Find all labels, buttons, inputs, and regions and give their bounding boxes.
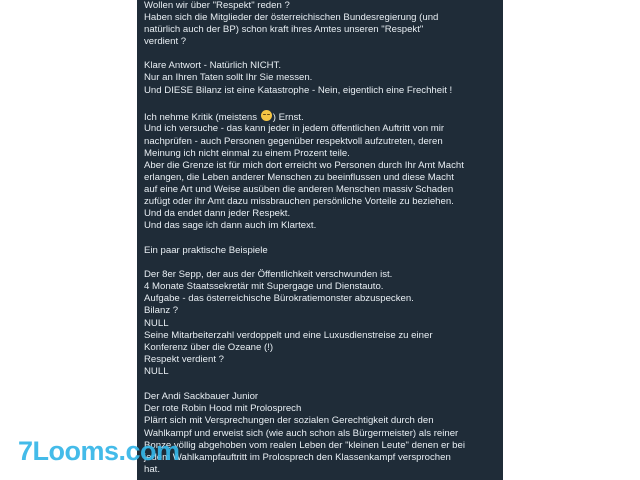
message-line: Bilanz ? [144,305,179,316]
message-line: Bonze völlig abgehoben vom realen Leben der "kleinen Leute" denen er bei [144,440,465,451]
message-line: zufügt oder ihr Amt dazu missbrauchen persönliche Vorteile zu beziehen. [144,196,454,207]
kritik-text-before: Ich nehme Kritik (meistens [144,112,260,123]
message-line: Seine Mitarbeiterzahl verdoppelt und eine Luxusdienstreise zu einer [144,330,433,341]
message-line: auf eine Art und Weise ausüben die anderen Menschen massiv Schaden [144,184,454,195]
message-line: Nur an Ihren Taten sollt Ihr Sie messen. [144,72,313,83]
message-line: Der rote Robin Hood mit Prolosprech [144,403,302,414]
message-line: verdient ? [144,36,187,47]
message-line-kritik [144,110,304,122]
message-line: Konferenz über die Ozeane (!) [144,342,274,353]
message-line: Und DIESE Bilanz ist eine Katastrophe - Nein, eigentlich eine Frechheit ! [144,85,453,96]
message-bubble [137,0,503,480]
message-line: Und da endet dann jeder Respekt. [144,208,291,219]
watermark-logo: 7Looms.com [18,436,180,466]
message-line: NULL [144,366,169,377]
message-line: Klare Antwort - Natürlich NICHT. [144,60,282,71]
message-line: Und ich versuche - das kann jeder in jedem öffentlichen Auftritt von mir [144,123,445,134]
message-line: Respekt verdient ? [144,354,224,365]
message-line: Haben sich die Mitglieder der österreichischen Bundesregierung (und [144,12,439,23]
message-line: nachprüfen - auch Personen gegenüber respektvoll aufzutreten, deren [144,136,443,147]
message-line: Meinung ich nicht einmal zu einem Prozent teile. [144,148,350,159]
message-line: Ein paar praktische Beispiele [144,245,268,256]
message-line: Wollen wir über "Respekt" reden ? [144,0,290,11]
smiling-face-icon [261,110,272,121]
message-line: erlangen, die Leben anderer Menschen zu beeinflussen und diese Macht [144,172,454,183]
message-line: Wahlkampf und erweist sich (wie auch schon als Bürgermeister) als reiner [144,428,459,439]
kritik-text-after: ) Ernst. [272,112,304,123]
message-line: Aber die Grenze ist für mich dort erreicht wo Personen durch Ihr Amt Macht [144,160,464,171]
message-line: 4 Monate Staatssekretär mit Supergage und Dienstauto. [144,281,384,292]
message-line: NULL [144,318,169,329]
message-line: Der 8er Sepp, der aus der Öffentlichkeit verschwunden ist. [144,269,393,280]
message-line: jedem Wahlkampfauftritt im Prolosprech den Klassenkampf versprochen [144,452,451,463]
message-line: Plärrt sich mit Versprechungen der sozialen Gerechtigkeit durch den [144,415,434,426]
message-line: Und das sage ich dann auch im Klartext. [144,220,317,231]
message-line: Aufgabe - das österreichische Bürokratiemonster abzuspecken. [144,293,414,304]
message-line: hat. [144,464,161,475]
message-line: Der Andi Sackbauer Junior [144,391,259,402]
message-line: natürlich auch der BP) schon kraft ihres Amtes unseren "Respekt" [144,24,424,35]
